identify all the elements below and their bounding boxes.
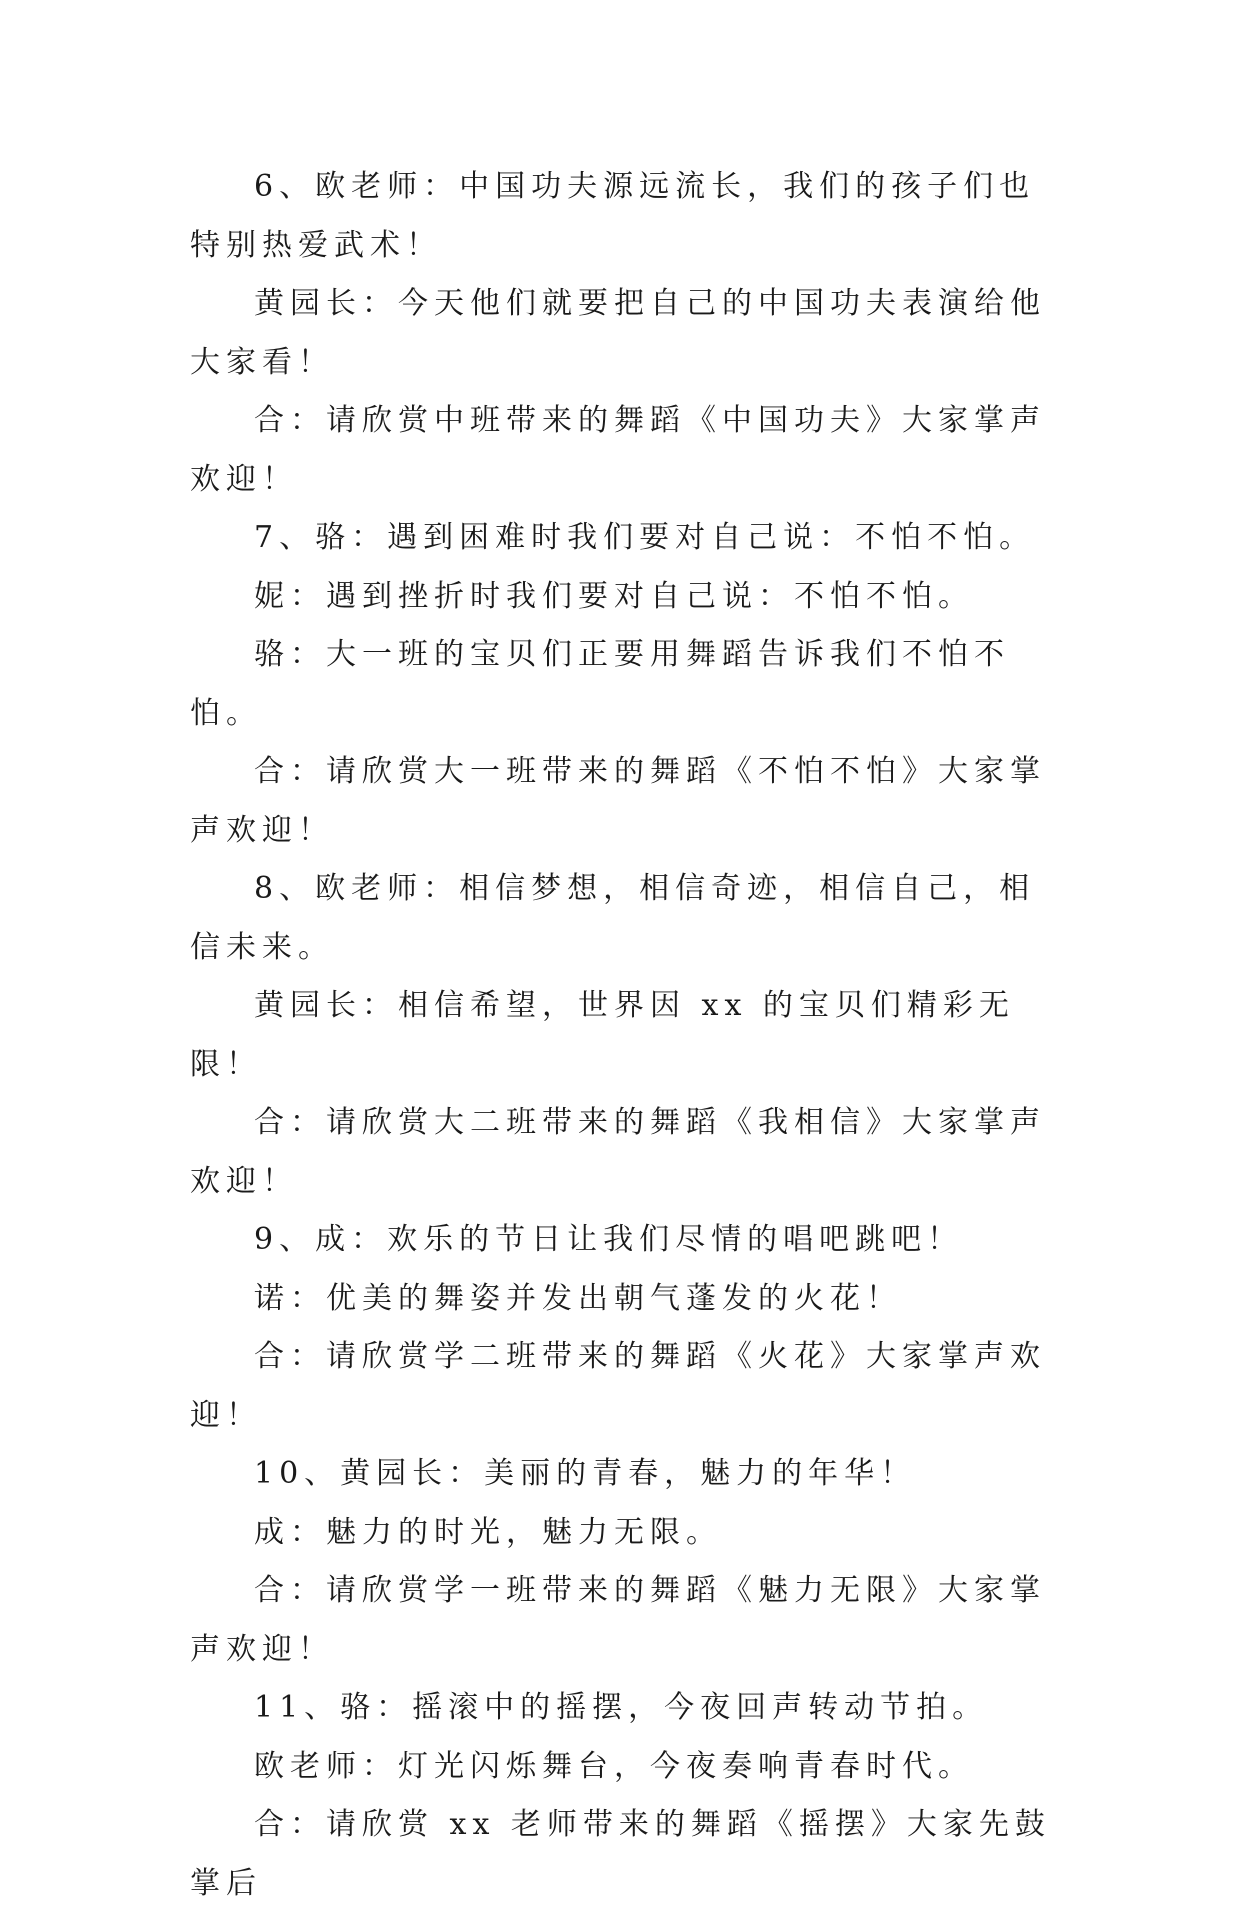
document-body xyxy=(190,158,1060,1913)
paragraph-7-together: 合：请欣赏大一班带来的舞蹈《不怕不怕》大家掌声欢迎！ xyxy=(190,754,1046,848)
paragraph-7-luo: 7、骆：遇到困难时我们要对自己说：不怕不怕。 xyxy=(254,520,1036,555)
paragraph-8-ou-teacher: 8、欧老师：相信梦想，相信奇迹，相信自己，相信未来。 xyxy=(190,871,1036,965)
paragraph-10-cheng: 成：魅力的时光，魅力无限。 xyxy=(254,1514,722,1550)
paragraph-9-cheng: 9、成：欢乐的节日让我们尽情的唱吧跳吧！ xyxy=(254,1222,964,1257)
paragraph-11-ou-teacher: 欧老师：灯光闪烁舞台，今夜奏响青春时代。 xyxy=(254,1748,974,1784)
paragraph-6-principal-huang: 黄园长：今天他们就要把自己的中国功夫表演给他大家看！ xyxy=(190,286,1046,380)
paragraph-11-luo: 11、骆：摇滚中的摇摆，今夜回声转动节拍。 xyxy=(254,1690,989,1725)
paragraph-6-ou-teacher: 6、欧老师：中国功夫源远流长，我们的孩子们也特别热爱武术！ xyxy=(190,169,1036,263)
paragraph-7-ni: 妮：遇到挫折时我们要对自己说：不怕不怕。 xyxy=(254,578,974,614)
paragraph-10-together: 合：请欣赏学一班带来的舞蹈《魅力无限》大家掌声欢迎！ xyxy=(190,1573,1046,1667)
paragraph-10-principal-huang: 10、黄园长：美丽的青春，魅力的年华！ xyxy=(254,1456,917,1491)
paragraph-9-nuo: 诺：优美的舞姿并发出朝气蓬发的火花！ xyxy=(254,1280,902,1316)
paragraph-7-luo-2: 骆：大一班的宝贝们正要用舞蹈告诉我们不怕不怕。 xyxy=(190,637,1010,731)
paragraph-8-together: 合：请欣赏大二班带来的舞蹈《我相信》大家掌声欢迎！ xyxy=(190,1105,1046,1199)
paragraph-11-together: 合：请欣赏 xx 老师带来的舞蹈《摇摆》大家先鼓掌后 xyxy=(190,1807,1051,1901)
paragraph-8-principal-huang: 黄园长：相信希望，世界因 xx 的宝贝们精彩无限！ xyxy=(190,988,1015,1082)
paragraph-6-together: 合：请欣赏中班带来的舞蹈《中国功夫》大家掌声欢迎！ xyxy=(190,403,1046,497)
paragraph-9-together: 合：请欣赏学二班带来的舞蹈《火花》大家掌声欢迎！ xyxy=(190,1339,1046,1433)
